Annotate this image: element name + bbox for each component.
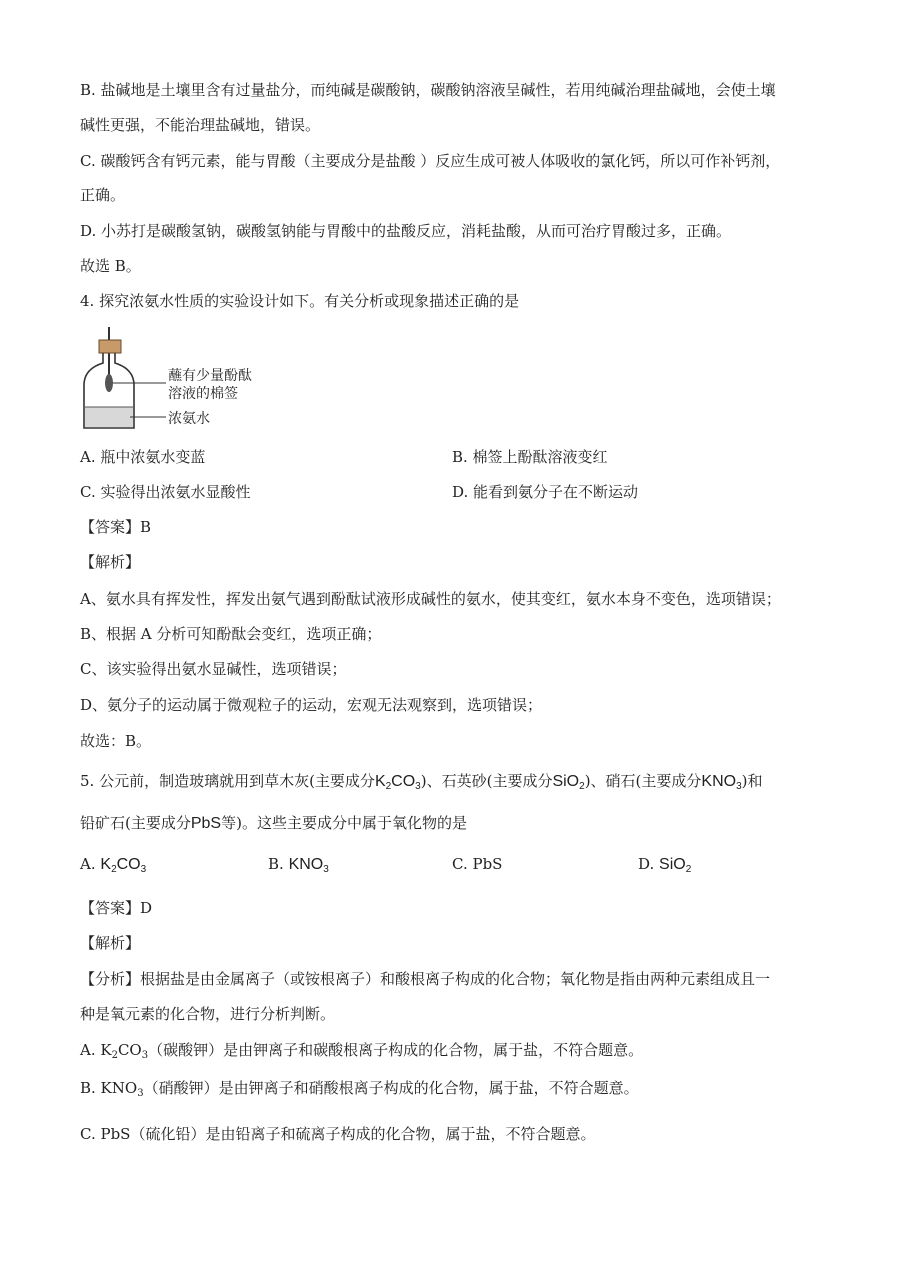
answer-value: B [140,518,152,536]
answer-tag: 【答案】 [80,899,141,917]
q3-option-c-line2: 正确。 [80,186,126,204]
q4-option-d: D. 能看到氨分子在不断运动 [452,483,639,501]
q5-analysis-a: A. $K_2CO_3$（碳酸钾）是由钾离子和碳酸根离子构成的化合物，属于盐，不符合题意。 [80,1041,644,1061]
q5-stem-part1: 5. 公元前，制造玻璃就用到草木灰(主要成分 [80,772,375,790]
q5-stem-line2-part1: 铅矿石(主要成分 [80,814,191,832]
formula-kno3: $KNO_3$ [701,773,742,792]
q4-analysis-tag: 【解析】 [80,553,141,571]
q4-option-b: B. 棉签上酚酞溶液变红 [452,448,608,466]
answer-tag: 【答案】 [80,518,141,536]
q5-answer [80,897,152,919]
q5-stem-part3: )、硝石(主要成分 [584,772,702,790]
q3-option-b-line1: B. 盐碱地是土壤里含有过量盐分，而纯碱是碳酸钠，碳酸钠溶液呈碱性，若用纯碱治理盐碱地，会使土壤 [80,81,776,99]
q4-conclusion: 故选：B。 [80,732,152,750]
q5-stem-line2-part2: 等)。这些主要成分中属于氧化物的是 [221,814,467,832]
q4-answer [80,516,151,538]
q4-option-c: C. 实验得出浓氨水显酸性 [80,483,251,501]
q5-analysis-line1: 【分析】根据盐是由金属离子（或铵根离子）和酸根离子构成的化合物；氧化物是指由两种元素组成且一 [80,970,771,988]
q5-stem-part2: )、石英砂(主要成分 [420,772,553,790]
answer-value: D [140,899,153,917]
q5-stem-line2 [80,812,467,835]
q5-option-d: D. SiO$_2$ [638,855,692,875]
formula-pbs: PbS [190,815,222,832]
cotton-swab [105,374,113,392]
figure-label-swab-1: 蘸有少量酚酞 [168,368,252,384]
q4-stem: 4. 探究浓氨水性质的实验设计如下。有关分析或现象描述正确的是 [80,292,520,310]
figure-label-liquid: 浓氨水 [168,411,210,427]
q5-option-c: C. PbS [452,855,503,873]
q3-conclusion: 故选 B。 [80,257,141,275]
stopper [99,340,121,353]
formula-sio2: SiO$_2$ [552,773,585,792]
q5-analysis-line2: 种是氧元素的化合物，进行分析判断。 [80,1005,336,1023]
q4-analysis-b: B、根据 A 分析可知酚酞会变红，选项正确； [80,625,382,643]
q4-analysis-d: D、氨分子的运动属于微观粒子的运动，宏观无法观察到，选项错误； [80,696,543,714]
q5-stem-line1 [80,770,763,798]
q5-stem-part4: )和 [741,772,763,790]
q5-analysis-b: B. $KNO_3$（硝酸钾）是由钾离子和硝酸根离子构成的化合物，属于盐，不符合题意。 [80,1079,639,1099]
ammonia-liquid [85,407,133,427]
q4-option-a: A. 瓶中浓氨水变蓝 [80,448,206,466]
formula-k2co3: $K_2CO_3$ [374,773,421,792]
q4-analysis-c: C、该实验得出氨水显碱性，选项错误； [80,660,347,678]
q5-analysis-tag: 【解析】 [80,934,141,952]
q3-option-c-line1: C. 碳酸钙含有钙元素，能与胃酸（主要成分是盐酸 ）反应生成可被人体吸收的氯化钙，所以可作补钙剂， [80,152,781,170]
q4-analysis-a: A、氨水具有挥发性，挥发出氨气遇到酚酞试液形成碱性的氨水，使其变红，氨水本身不变色，选项错误； [80,590,781,608]
figure-label-swab-2: 溶液的棉签 [168,386,238,402]
q5-analysis-c: C. PbS（硫化铅）是由铅离子和硫离子构成的化合物，属于盐，不符合题意。 [80,1125,596,1143]
q3-option-b-line2: 碱性更强，不能治理盐碱地，错误。 [80,116,321,134]
q3-option-d-line1: D. 小苏打是碳酸氢钠，碳酸氢钠能与胃酸中的盐酸反应，消耗盐酸，从而可治疗胃酸过多，正确。 [80,222,732,240]
q5-option-b: B. $KNO_3$ [268,855,329,875]
q5-option-a: A. $K_2CO_3$ [80,855,147,875]
